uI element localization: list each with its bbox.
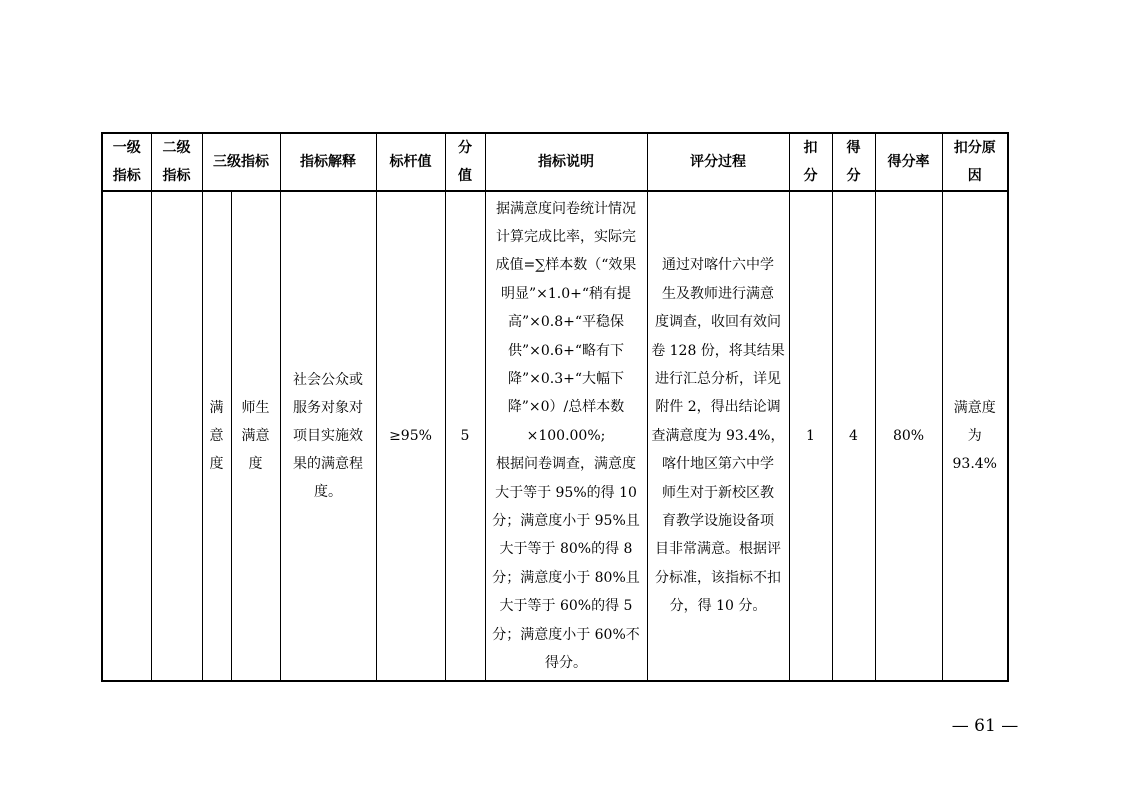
cell-level3a: 满 意 度 [202, 191, 231, 681]
cell-points: 5 [445, 191, 485, 681]
header-level1: 一级 指标 [102, 133, 151, 191]
header-level2: 二级 指标 [151, 133, 202, 191]
header-benchmark: 标杆值 [376, 133, 445, 191]
header-row [102, 133, 1008, 191]
header-score: 得 分 [832, 133, 875, 191]
cell-benchmark: ≥95% [376, 191, 445, 681]
page-number: — 61 — [951, 716, 1019, 736]
cell-reason: 满意度 为 93.4% [942, 191, 1008, 681]
header-process: 评分过程 [647, 133, 789, 191]
header-deduct: 扣 分 [789, 133, 832, 191]
table-row [102, 191, 1008, 681]
cell-description: 据满意度问卷统计情况 计算完成比率，实际完 成值=∑样本数（“效果 明显”×1.0+“稍有提 高”×0.8+“平稳保 供”×0.6+“略有下 降”×0.3+“大幅下 降”×0）/总样本数 ×100.00%; 根据问卷调查，满意度 大于等于 95%的得 10 分；满意度小于 95%且 大于等于 80%的得 8 分；满意度小于 80%且 大于等于 60%的得 5 分；满意度小于 60%不 得分。 [485, 191, 647, 681]
cell-level3b: 师生 满意 度 [231, 191, 280, 681]
cell-process: 通过对喀什六中学 生及教师进行满意 度调查，收回有效问 卷 128 份，将其结果 进行汇总分析，详见 附件 2，得出结论调 查满意度为 93.4%， 喀什地区第六中学 师生对于新校区教 育教学设施设备项 目非常满意。根据评 分标准，该指标不扣 分，得 10 分。 [647, 191, 789, 681]
cell-score: 4 [832, 191, 875, 681]
performance-table [101, 132, 1009, 682]
header-points: 分 值 [445, 133, 485, 191]
header-rate: 得分率 [875, 133, 942, 191]
cell-level2 [151, 191, 202, 681]
header-level3: 三级指标 [202, 133, 280, 191]
cell-deduct: 1 [789, 191, 832, 681]
header-reason: 扣分原 因 [942, 133, 1008, 191]
header-explanation: 指标解释 [280, 133, 376, 191]
cell-rate: 80% [875, 191, 942, 681]
header-description: 指标说明 [485, 133, 647, 191]
cell-level1 [102, 191, 151, 681]
cell-explanation: 社会公众或 服务对象对 项目实施效 果的满意程 度。 [280, 191, 376, 681]
